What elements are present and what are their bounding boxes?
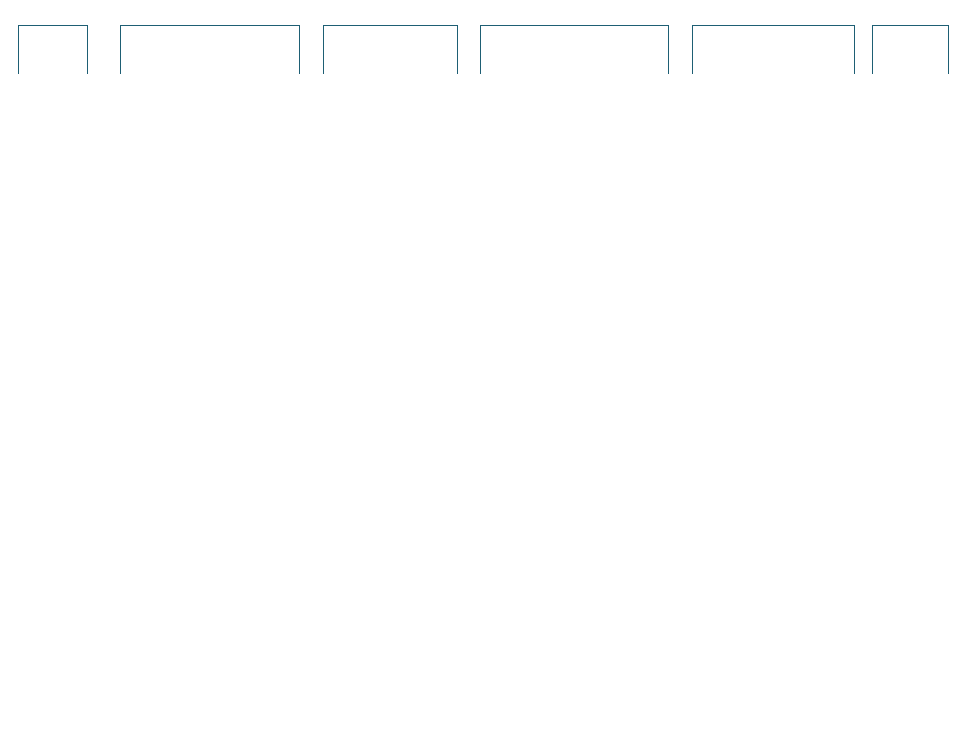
header-travel — [872, 25, 949, 74]
header-gatherings — [692, 25, 855, 74]
header-return-to-campus — [480, 25, 669, 74]
header-step — [18, 25, 88, 74]
header-academic — [323, 25, 458, 74]
header-pho-guidance — [120, 25, 300, 74]
